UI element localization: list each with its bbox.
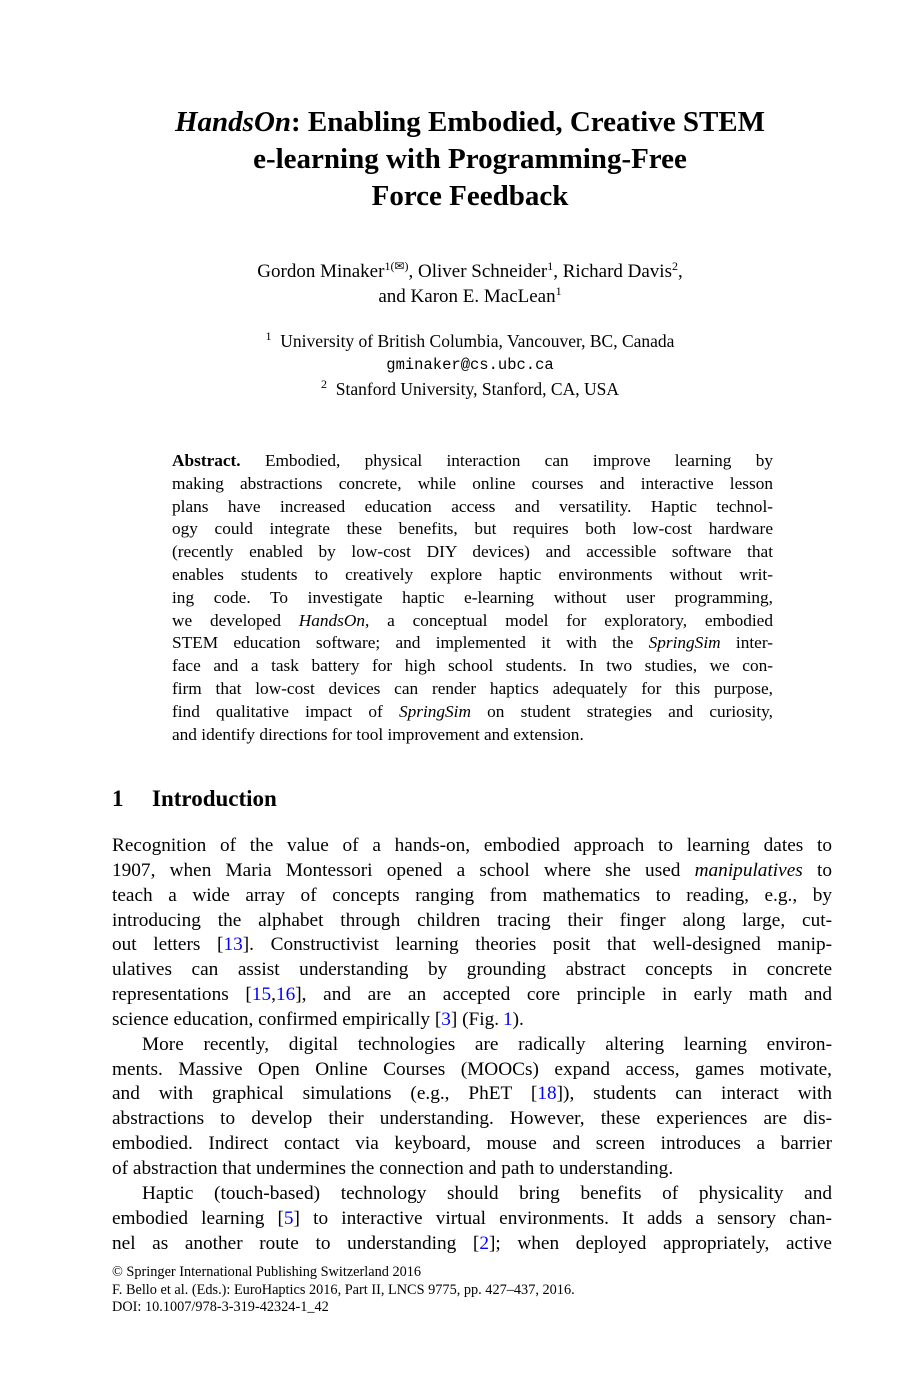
citation-link[interactable]: 16 <box>275 984 296 1006</box>
abstract <box>172 450 773 746</box>
author-separator: , <box>408 261 418 282</box>
handson-term: HandsOn <box>298 610 366 630</box>
springsim-term: SpringSim <box>648 633 721 653</box>
springsim-term: SpringSim <box>398 701 471 721</box>
text-line: embodied. Indirect contact via keyboard, mouse and screen introduces a barrier <box>112 1133 832 1155</box>
text-line: 1907, when Maria Montessori opened a school where she used manipulatives to <box>112 859 832 881</box>
text-line: science education, confirmed empirically [3] (Fig. 1). <box>112 1008 524 1030</box>
citation-link[interactable]: 3 <box>441 1008 451 1030</box>
title-line-1-rest: : Enabling Embodied, Creative STEM <box>291 106 766 138</box>
section-heading <box>112 784 277 814</box>
author-affiliation-marker: 1 <box>384 259 391 273</box>
publication-footer <box>112 1264 832 1317</box>
abstract-label: Abstract. <box>172 451 241 470</box>
author-separator: , <box>677 261 683 282</box>
envelope-icon[interactable]: (✉) <box>390 259 409 273</box>
abstract-line: ogy could integrate these benefits, but requires both low-cost hardware <box>172 519 773 539</box>
text-line: ments. Massive Open Online Courses (MOOCs) expand access, games motivate, <box>112 1058 832 1080</box>
affiliations <box>150 329 790 401</box>
affiliation-text: Stanford University, Stanford, CA, USA <box>335 379 619 399</box>
text-line: representations [15,16], and are an accepted core principle in early math and <box>112 984 832 1006</box>
text-line: embodied learning [5] to interactive virtual environments. It adds a sensory chan- <box>112 1207 832 1229</box>
abstract-line: STEM education software; and implemented it with the SpringSim inter- <box>172 633 773 653</box>
citation-link[interactable]: 5 <box>283 1207 294 1229</box>
text-line: introducing the alphabet through children tracing their finger along large, cut- <box>112 909 832 931</box>
author-affiliation-marker: 2 <box>671 259 678 273</box>
text-line: Haptic (touch-based) technology should bring benefits of physicality and <box>142 1182 832 1204</box>
paragraph <box>112 1182 832 1257</box>
affiliation-number: 2 <box>321 377 327 391</box>
text-line: and with graphical simulations (e.g., PhET [18]), students can interact with <box>112 1083 832 1105</box>
author-email-link[interactable]: gminaker@cs.ubc.ca <box>386 356 554 374</box>
citation-link[interactable]: 15 <box>251 984 272 1006</box>
abstract-line: ing code. To investigate haptic e-learning without user programming, <box>172 587 773 607</box>
body-text <box>112 834 832 1256</box>
abstract-line: plans have increased education access and versatility. Haptic technol- <box>172 496 773 516</box>
author-conjunction: and <box>378 286 411 307</box>
section-title: Introduction <box>152 786 277 811</box>
author-list <box>150 259 790 309</box>
affiliation-number: 1 <box>265 329 272 343</box>
text-line: of abstraction that undermines the connection and path to understanding. <box>112 1157 674 1179</box>
text-line: out letters [13]. Constructivist learning theories posit that well-designed manip- <box>112 934 832 956</box>
title-italic-part: HandsOn <box>174 106 292 138</box>
text-line: Recognition of the value of a hands-on, embodied approach to learning dates to <box>112 835 832 856</box>
proceedings-info: F. Bello et al. (Eds.): EuroHaptics 2016, Part II, LNCS 9775, pp. 427–437, 2016. <box>112 1281 575 1298</box>
paragraph <box>112 834 832 1033</box>
paragraph <box>112 1033 832 1182</box>
doi[interactable]: DOI: 10.1007/978-3-319-42324-1_42 <box>112 1299 329 1315</box>
affiliation-2 <box>150 377 790 401</box>
affiliation-1 <box>150 329 790 353</box>
abstract-line: enables students to creatively explore haptic environments without writ- <box>172 564 773 584</box>
affiliation-text: University of British Columbia, Vancouver, BC, Canada <box>280 331 675 351</box>
author-affiliation-marker: 1 <box>555 284 562 298</box>
abstract-line: Embodied, physical interaction can improve learning by <box>264 451 773 470</box>
author-name: Gordon Minaker <box>257 261 385 282</box>
abstract-line: face and a task battery for high school students. In two studies, we con- <box>172 656 773 676</box>
abstract-line: and identify directions for tool improvement and extension. <box>172 724 584 744</box>
author-separator: , <box>553 261 563 282</box>
manipulatives-term: manipulatives <box>694 859 803 881</box>
abstract-line: making abstractions concrete, while online courses and interactive lesson <box>172 473 773 493</box>
text-line: More recently, digital technologies are radically altering learning environ- <box>142 1033 832 1055</box>
citation-link[interactable]: 13 <box>223 934 243 956</box>
abstract-line: (recently enabled by low-cost DIY devices) and accessible software that <box>172 542 773 562</box>
author-name: Richard Davis <box>562 261 672 282</box>
citation-link[interactable]: 2 <box>479 1232 489 1254</box>
section-number: 1 <box>112 786 124 811</box>
abstract-line: find qualitative impact of SpringSim on student strategies and curiosity, <box>172 701 773 721</box>
text-line: ulatives can assist understanding by grounding abstract concepts in concrete <box>112 959 832 981</box>
text-line: teach a wide array of concepts ranging from mathematics to reading, e.g., by <box>112 884 832 906</box>
title-line-2: e-learning with Programming-Free <box>253 143 687 175</box>
text-line: nel as another route to understanding [2]; when deployed appropriately, active <box>112 1232 832 1254</box>
abstract-line: we developed HandsOn, a conceptual model for exploratory, embodied <box>172 610 773 630</box>
copyright-notice: © Springer International Publishing Switzerland 2016 <box>112 1264 422 1280</box>
abstract-line: firm that low-cost devices can render haptics adequately for this purpose, <box>172 678 773 698</box>
title-line-3: Force Feedback <box>371 180 569 212</box>
citation-link[interactable]: 18 <box>537 1083 557 1105</box>
text-line: abstractions to develop their understanding. However, these experiences are dis- <box>112 1108 832 1130</box>
author-affiliation-marker: 1 <box>547 259 554 273</box>
author-name: Oliver Schneider <box>417 261 548 282</box>
figure-link[interactable]: 1 <box>502 1008 513 1030</box>
paper-title <box>100 104 840 215</box>
author-name: Karon E. MacLean <box>410 286 556 307</box>
